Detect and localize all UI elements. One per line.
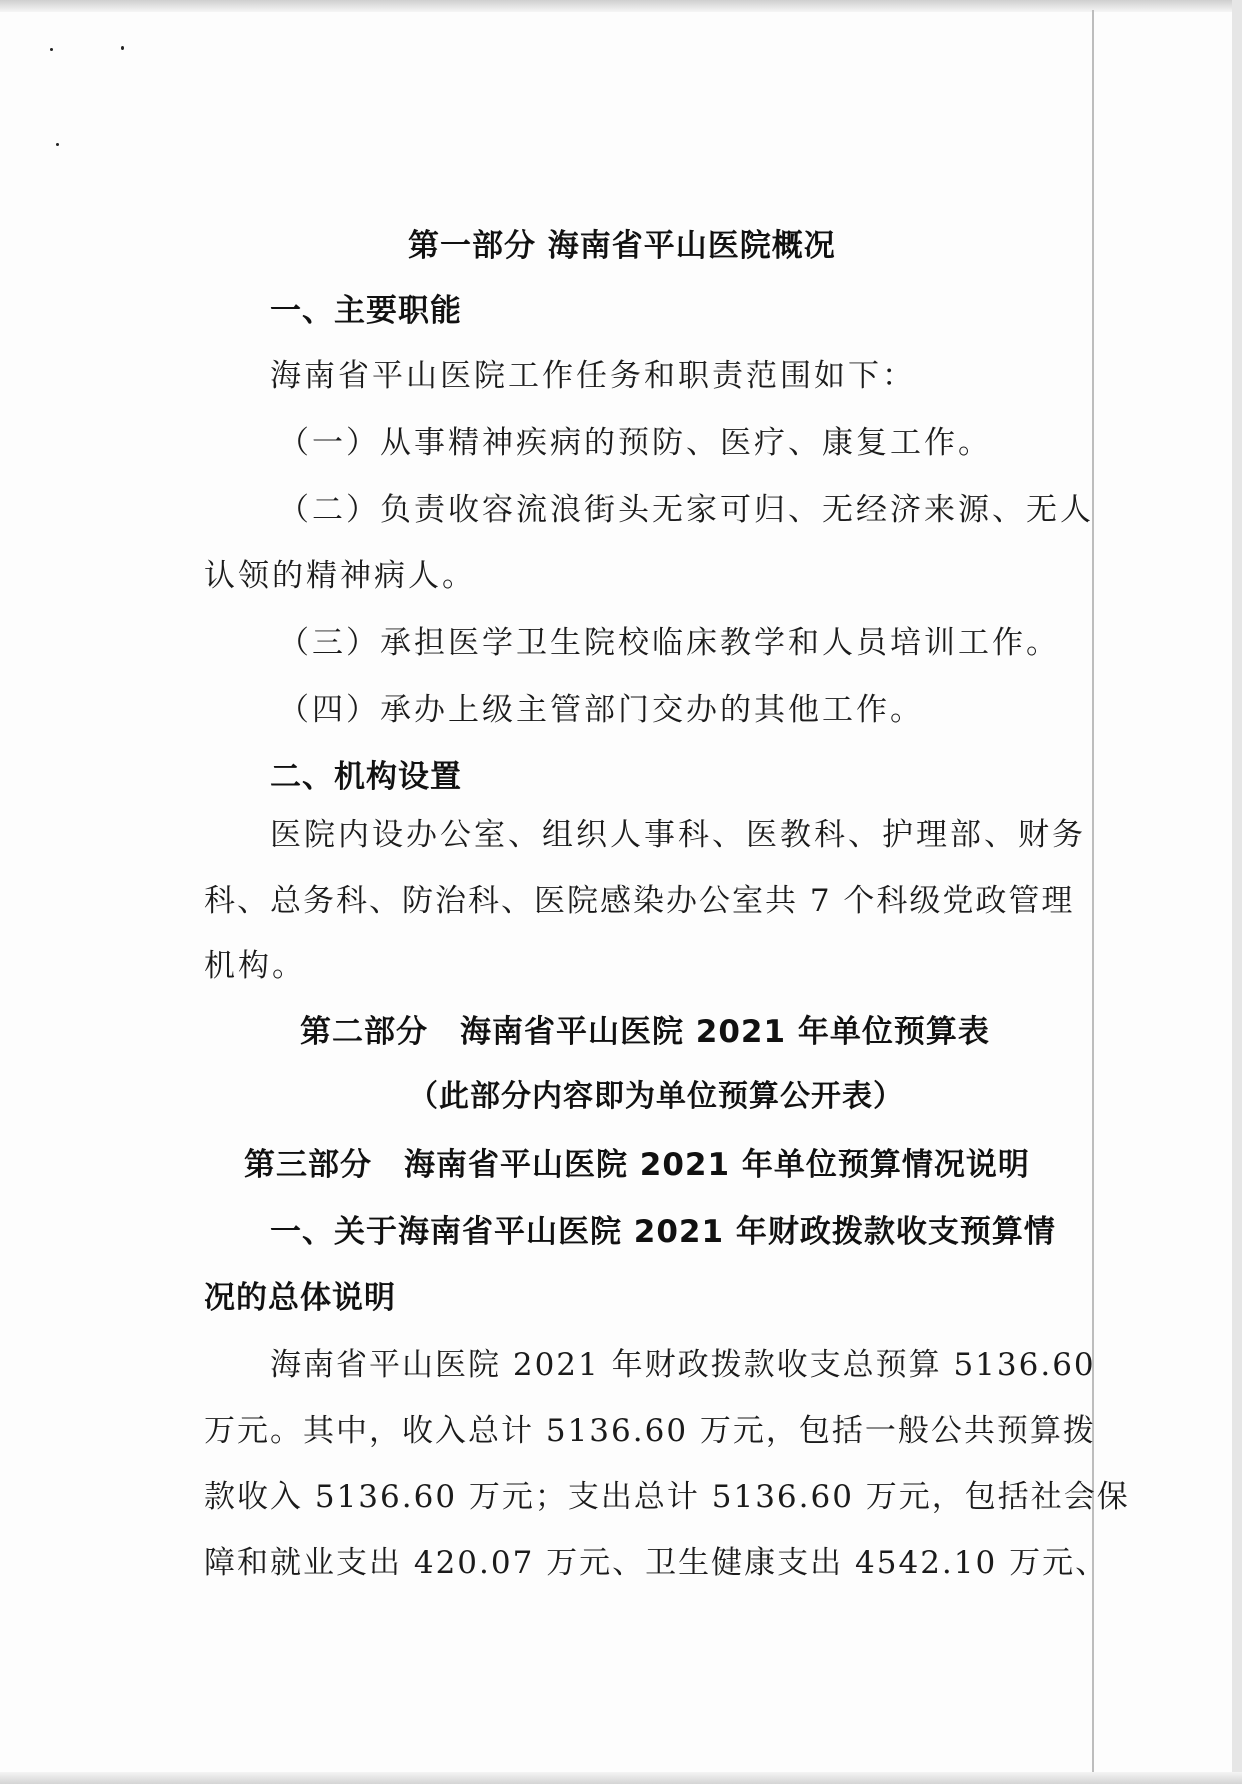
part2-title: 第二部分 海南省平山医院 2021 年单位预算表 (300, 1014, 990, 1050)
part2-subtitle: （此部分内容即为单位预算公开表） (408, 1079, 904, 1114)
scan-right-edge (1232, 0, 1242, 1784)
budget-text-line4: 障和就业支出 420.07 万元、卫生健康支出 4542.10 万元、 (204, 1545, 1109, 1581)
section2-heading: 二、机构设置 (270, 759, 462, 795)
duty-item-1: （一）从事精神疾病的预防、医疗、康复工作。 (278, 425, 992, 461)
part3-heading-line2: 况的总体说明 (204, 1280, 396, 1316)
part3-heading-line1: 一、关于海南省平山医院 2021 年财政拨款收支预算情 (270, 1214, 1056, 1250)
scan-speck (121, 46, 124, 50)
part1-title: 第一部分 海南省平山医院概况 (408, 228, 836, 264)
duty-item-2-line1: （二）负责收容流浪街头无家可归、无经济来源、无人 (278, 492, 1094, 528)
duty-item-3: （三）承担医学卫生院校临床教学和人员培训工作。 (278, 625, 1060, 661)
scan-margin-line (1092, 10, 1094, 1784)
scan-speck (56, 143, 59, 146)
budget-text-line1: 海南省平山医院 2021 年财政拨款收支总预算 5136.60 (270, 1347, 1096, 1383)
scan-speck (50, 48, 53, 51)
org-text-line3: 机构。 (204, 948, 306, 984)
duty-item-4: （四）承办上级主管部门交办的其他工作。 (278, 692, 924, 728)
budget-text-line2: 万元。其中，收入总计 5136.60 万元，包括一般公共预算拨 (204, 1413, 1096, 1449)
org-text-line1: 医院内设办公室、组织人事科、医教科、护理部、财务 (270, 817, 1086, 853)
org-text-line2: 科、总务科、防治科、医院感染办公室共 7 个科级党政管理 (204, 883, 1075, 919)
part3-title: 第三部分 海南省平山医院 2021 年单位预算情况说明 (244, 1147, 1030, 1183)
scan-top-edge (0, 0, 1242, 12)
section1-heading: 一、主要职能 (270, 293, 462, 329)
duty-item-2-line2: 认领的精神病人。 (204, 558, 476, 594)
budget-text-line3: 款收入 5136.60 万元；支出总计 5136.60 万元，包括社会保 (204, 1479, 1130, 1515)
duties-intro: 海南省平山医院工作任务和职责范围如下： (270, 358, 916, 394)
scan-bottom-edge (0, 1772, 1242, 1784)
